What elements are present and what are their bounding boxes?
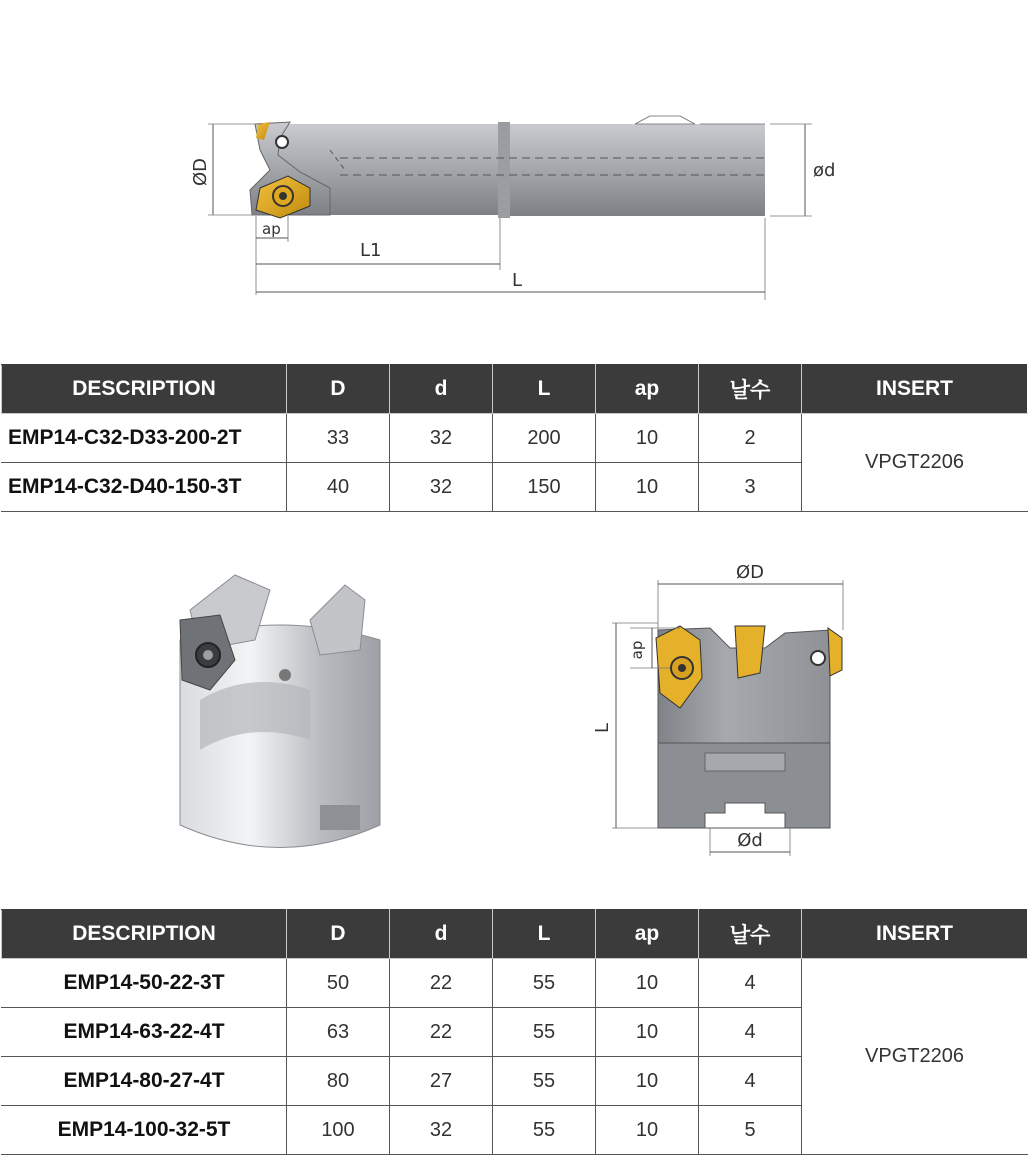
cell-d: 32	[390, 1106, 493, 1155]
header-description: DESCRIPTION	[2, 365, 287, 414]
cell-ap: 10	[596, 1057, 699, 1106]
header-insert: INSERT	[802, 910, 1028, 959]
cell-L: 55	[493, 1057, 596, 1106]
cell-flutes: 4	[699, 959, 802, 1008]
cell-description: EMP14-C32-D40-150-3T	[2, 463, 287, 512]
cell-L: 200	[493, 414, 596, 463]
cell-D: 40	[287, 463, 390, 512]
spec-table-facemill	[1, 909, 1028, 1155]
header-ap: ap	[596, 910, 699, 959]
face-mill-drawing	[590, 558, 860, 858]
dim-D-label: ØD	[735, 562, 765, 583]
table-header-row	[2, 910, 1028, 959]
cell-d: 32	[390, 414, 493, 463]
dim-ap-label: ap	[628, 640, 646, 660]
cell-D: 50	[287, 959, 390, 1008]
dim-ap-label: ap	[262, 220, 281, 238]
endmill-drawing	[180, 110, 860, 310]
dim-D-label: ØD	[190, 157, 211, 187]
cell-d: 27	[390, 1057, 493, 1106]
cell-D: 100	[287, 1106, 390, 1155]
cell-L: 55	[493, 1008, 596, 1057]
cell-insert: VPGT2206	[802, 414, 1028, 512]
cell-flutes: 4	[699, 1057, 802, 1106]
cell-description: EMP14-63-22-4T	[2, 1008, 287, 1057]
header-flutes: 날수	[699, 910, 802, 959]
header-L: L	[493, 910, 596, 959]
header-d: d	[390, 365, 493, 414]
cell-description: EMP14-100-32-5T	[2, 1106, 287, 1155]
cell-d: 22	[390, 1008, 493, 1057]
header-flutes: 날수	[699, 365, 802, 414]
cell-description: EMP14-50-22-3T	[2, 959, 287, 1008]
cell-D: 33	[287, 414, 390, 463]
face-mill-photo	[160, 570, 400, 860]
spec-table-shank	[1, 364, 1028, 512]
dim-d-label: ød	[813, 160, 836, 181]
header-L: L	[493, 365, 596, 414]
cell-ap: 10	[596, 414, 699, 463]
header-ap: ap	[596, 365, 699, 414]
table-header-row	[2, 365, 1028, 414]
cell-flutes: 2	[699, 414, 802, 463]
cell-ap: 10	[596, 1008, 699, 1057]
cell-flutes: 5	[699, 1106, 802, 1155]
table-row	[2, 959, 1028, 1008]
cell-d: 32	[390, 463, 493, 512]
header-d: d	[390, 910, 493, 959]
dim-d-label: Ød	[737, 830, 763, 851]
cell-ap: 10	[596, 1106, 699, 1155]
dim-L-label: L	[592, 722, 613, 734]
table-row	[2, 414, 1028, 463]
cell-description: EMP14-C32-D33-200-2T	[2, 414, 287, 463]
cell-d: 22	[390, 959, 493, 1008]
cell-description: EMP14-80-27-4T	[2, 1057, 287, 1106]
cell-D: 80	[287, 1057, 390, 1106]
cell-ap: 10	[596, 959, 699, 1008]
cell-L: 150	[493, 463, 596, 512]
cell-ap: 10	[596, 463, 699, 512]
cell-flutes: 4	[699, 1008, 802, 1057]
dim-L-label: L	[512, 270, 523, 291]
header-insert: INSERT	[802, 365, 1028, 414]
header-D: D	[287, 910, 390, 959]
cell-insert: VPGT2206	[802, 959, 1028, 1155]
cell-D: 63	[287, 1008, 390, 1057]
header-D: D	[287, 365, 390, 414]
cell-L: 55	[493, 959, 596, 1008]
header-description: DESCRIPTION	[2, 910, 287, 959]
cell-flutes: 3	[699, 463, 802, 512]
cell-L: 55	[493, 1106, 596, 1155]
dim-L1-label: L1	[360, 240, 382, 261]
